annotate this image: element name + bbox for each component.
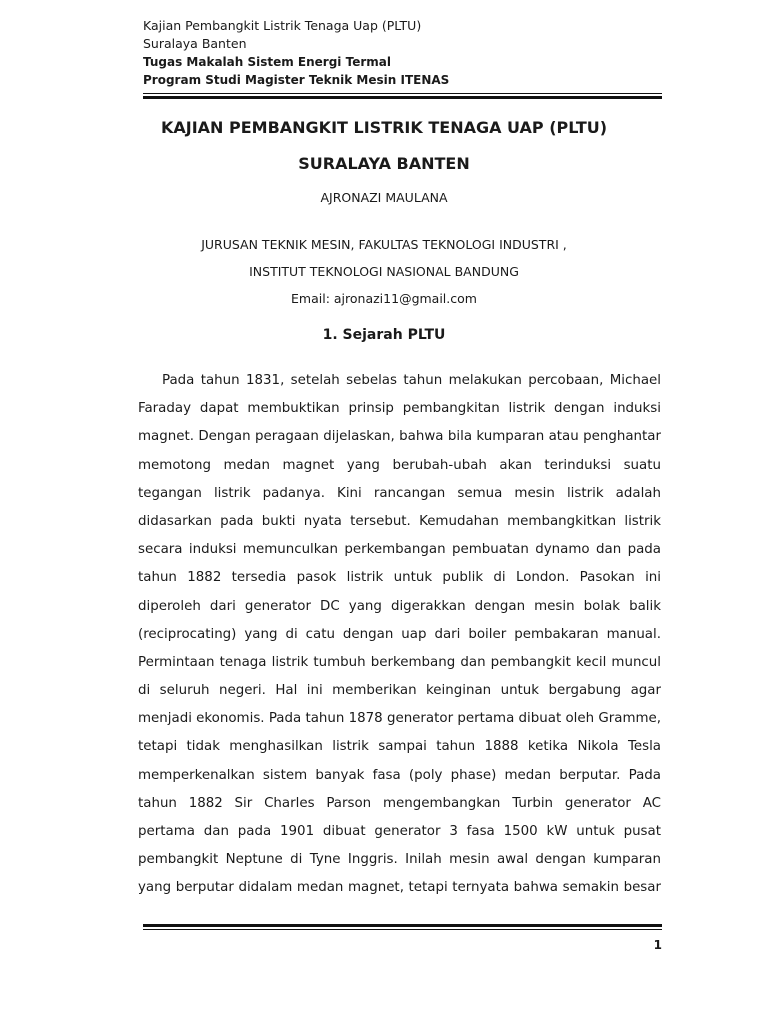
paragraph-line: yang berputar didalam medan magnet, tetapi ternyata bahwa semakin besar [138, 880, 661, 896]
paragraph-line: memotong medan magnet yang berubah-ubah akan terinduksi suatu [138, 457, 661, 473]
paragraph-line: didasarkan pada bukti nyata tersebut. Kemudahan membangkitkan listrik [138, 513, 661, 529]
paragraph-line: pertama dan pada 1901 dibuat generator 3 fasa 1500 kW untuk pusat [138, 824, 661, 839]
paragraph-line: diperoleh dari generator DC yang digerakkan dengan mesin bolak balik [138, 598, 661, 614]
paper-title [100, 110, 668, 182]
paragraph-line: magnet. Dengan peragaan dijelaskan, bahwa bila kumparan atau penghantar [138, 429, 661, 445]
running-head-subtitle: Suralaya Banten [143, 36, 247, 51]
affiliation-department: JURUSAN TEKNIK MESIN, FAKULTAS TEKNOLOGI INDUSTRI , [201, 237, 567, 252]
paragraph-line: tahun 1882 tersedia pasok listrik untuk publik di London. Pasokan ini [138, 570, 661, 586]
header-rule [143, 93, 662, 99]
paragraph-line: Permintaan tenaga listrik tumbuh berkembang dan pembangkit kecil muncul [138, 654, 661, 670]
paragraph-line: memperkenalkan sistem banyak fasa (poly phase) medan berputar. Pada [138, 767, 661, 783]
paragraph-line: pembangkit Neptune di Tyne Inggris. Inilah mesin awal dengan kumparan [138, 852, 661, 868]
paragraph-line: di seluruh negeri. Hal ini memberikan keinginan untuk bergabung agar [138, 683, 661, 699]
paragraph-line: tetapi tidak menghasilkan listrik sampai tahun 1888 ketika Nikola Tesla [138, 739, 661, 755]
affiliation [100, 231, 668, 312]
paragraph-line: Pada tahun 1831, setelah sebelas tahun melakukan percobaan, Michael [162, 373, 661, 388]
body-paragraph [138, 367, 661, 903]
running-head [143, 17, 663, 89]
paper-title-line2: SURALAYA BANTEN [298, 154, 470, 173]
footer-rule [143, 924, 662, 930]
paragraph-line: (reciprocating) yang di catu dengan uap dari boiler pembakaran manual. [138, 626, 661, 642]
paragraph-line: tahun 1882 Sir Charles Parson mengembangkan Turbin generator AC [138, 795, 661, 811]
author-name: AJRONAZI MAULANA [320, 190, 448, 205]
running-head-program: Program Studi Magister Teknik Mesin ITENAS [143, 73, 450, 87]
running-head-course: Tugas Makalah Sistem Energi Termal [143, 55, 391, 69]
section-heading: 1. Sejarah PLTU [322, 327, 446, 343]
paper-title-line1: KAJIAN PEMBANGKIT LISTRIK TENAGA UAP (PLTU) [160, 118, 608, 137]
running-head-title: Kajian Pembangkit Listrik Tenaga Uap (PLTU) [143, 18, 422, 33]
paragraph-line: menjadi ekonomis. Pada tahun 1878 generator pertama dibuat oleh Gramme, [138, 711, 662, 727]
paragraph-line: tegangan listrik padanya. Kini rancangan semua mesin listrik adalah [138, 485, 661, 501]
paragraph-line: secara induksi memunculkan perkembangan pembuatan dynamo dan pada [138, 542, 661, 558]
paragraph-line: Faraday dapat membuktikan prinsip pembangkitan listrik dengan induksi [138, 401, 661, 417]
author-email: Email: ajronazi11@gmail.com [291, 291, 477, 306]
page-number: 1 [653, 938, 662, 952]
affiliation-institution: INSTITUT TEKNOLOGI NASIONAL BANDUNG [249, 264, 519, 279]
